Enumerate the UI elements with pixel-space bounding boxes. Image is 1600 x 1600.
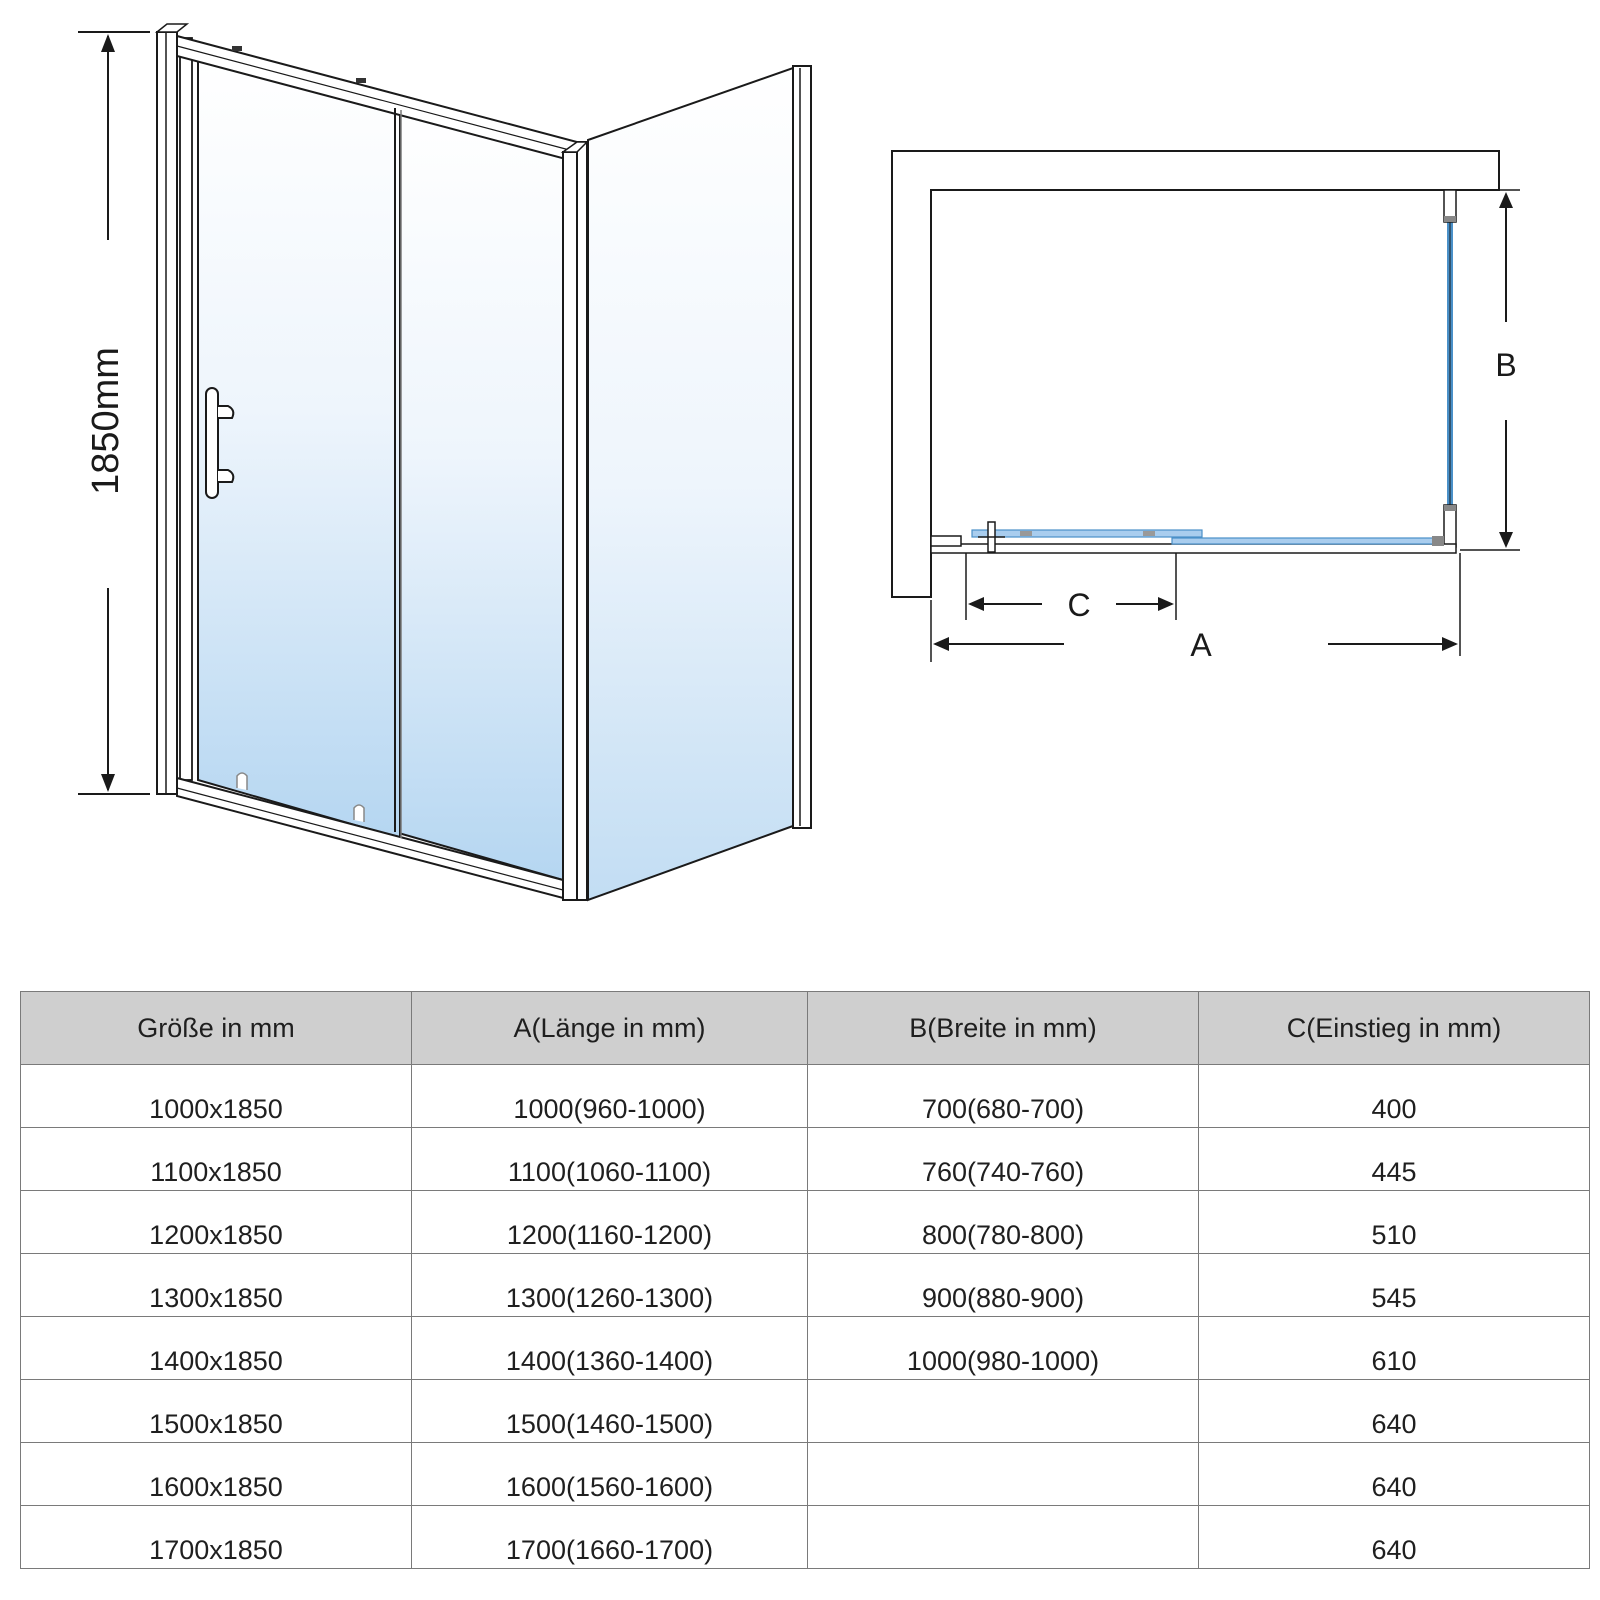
side-panel-edge-profile bbox=[793, 66, 811, 828]
cell-entry-c: 640 bbox=[1199, 1443, 1590, 1506]
cell-length-a: 1300(1260-1300) bbox=[412, 1254, 808, 1317]
cell-size: 1600x1850 bbox=[21, 1443, 412, 1506]
table-row bbox=[21, 1506, 1590, 1569]
header-entry-c: C(Einstieg in mm) bbox=[1199, 992, 1590, 1065]
table-row bbox=[21, 1065, 1590, 1128]
cell-length-a: 1500(1460-1500) bbox=[412, 1380, 808, 1443]
cell-entry-c: 640 bbox=[1199, 1380, 1590, 1443]
cell-width-b bbox=[808, 1380, 1199, 1443]
cell-length-a: 1400(1360-1400) bbox=[412, 1317, 808, 1380]
cell-size: 1000x1850 bbox=[21, 1065, 412, 1128]
cell-width-b bbox=[808, 1443, 1199, 1506]
front-glass-sliding bbox=[198, 60, 400, 838]
dim-label-c: C bbox=[1067, 587, 1091, 623]
cell-entry-c: 445 bbox=[1199, 1128, 1590, 1191]
cell-size: 1200x1850 bbox=[21, 1191, 412, 1254]
cell-width-b: 700(680-700) bbox=[808, 1065, 1199, 1128]
cell-size: 1700x1850 bbox=[21, 1506, 412, 1569]
cell-length-a: 1600(1560-1600) bbox=[412, 1443, 808, 1506]
cell-length-a: 1700(1660-1700) bbox=[412, 1506, 808, 1569]
wall-profile-left bbox=[157, 32, 177, 794]
cell-size: 1400x1850 bbox=[21, 1317, 412, 1380]
size-specification-table bbox=[20, 991, 1590, 1569]
cell-width-b bbox=[808, 1506, 1199, 1569]
cell-entry-c: 400 bbox=[1199, 1065, 1590, 1128]
side-glass-panel bbox=[588, 68, 793, 900]
table-header-row bbox=[21, 992, 1590, 1065]
cell-entry-c: 610 bbox=[1199, 1317, 1590, 1380]
header-size: Größe in mm bbox=[21, 992, 412, 1065]
cell-size: 1100x1850 bbox=[21, 1128, 412, 1191]
cell-length-a: 1100(1060-1100) bbox=[412, 1128, 808, 1191]
corner-post bbox=[563, 152, 577, 900]
table-row bbox=[21, 1443, 1590, 1506]
cell-size: 1500x1850 bbox=[21, 1380, 412, 1443]
front-glass-fixed bbox=[395, 108, 563, 880]
dim-label-b: B bbox=[1495, 347, 1517, 383]
table-row bbox=[21, 1380, 1590, 1443]
cell-size: 1300x1850 bbox=[21, 1254, 412, 1317]
cell-length-a: 1000(960-1000) bbox=[412, 1065, 808, 1128]
cell-entry-c: 510 bbox=[1199, 1191, 1590, 1254]
cell-width-b: 900(880-900) bbox=[808, 1254, 1199, 1317]
enclosure-plan-view bbox=[892, 151, 1520, 663]
height-label: 1850mm bbox=[85, 347, 128, 495]
height-dimension bbox=[78, 32, 150, 794]
table-row bbox=[21, 1254, 1590, 1317]
cell-width-b: 800(780-800) bbox=[808, 1191, 1199, 1254]
header-width-b: B(Breite in mm) bbox=[808, 992, 1199, 1065]
table-row bbox=[21, 1317, 1590, 1380]
cell-length-a: 1200(1160-1200) bbox=[412, 1191, 808, 1254]
cell-width-b: 760(740-760) bbox=[808, 1128, 1199, 1191]
cell-entry-c: 640 bbox=[1199, 1506, 1590, 1569]
enclosure-perspective-view bbox=[157, 24, 811, 900]
header-length-a: A(Länge in mm) bbox=[412, 992, 808, 1065]
table-row bbox=[21, 1128, 1590, 1191]
table-row bbox=[21, 1191, 1590, 1254]
cell-entry-c: 545 bbox=[1199, 1254, 1590, 1317]
dim-label-a: A bbox=[1190, 627, 1212, 663]
cell-width-b: 1000(980-1000) bbox=[808, 1317, 1199, 1380]
